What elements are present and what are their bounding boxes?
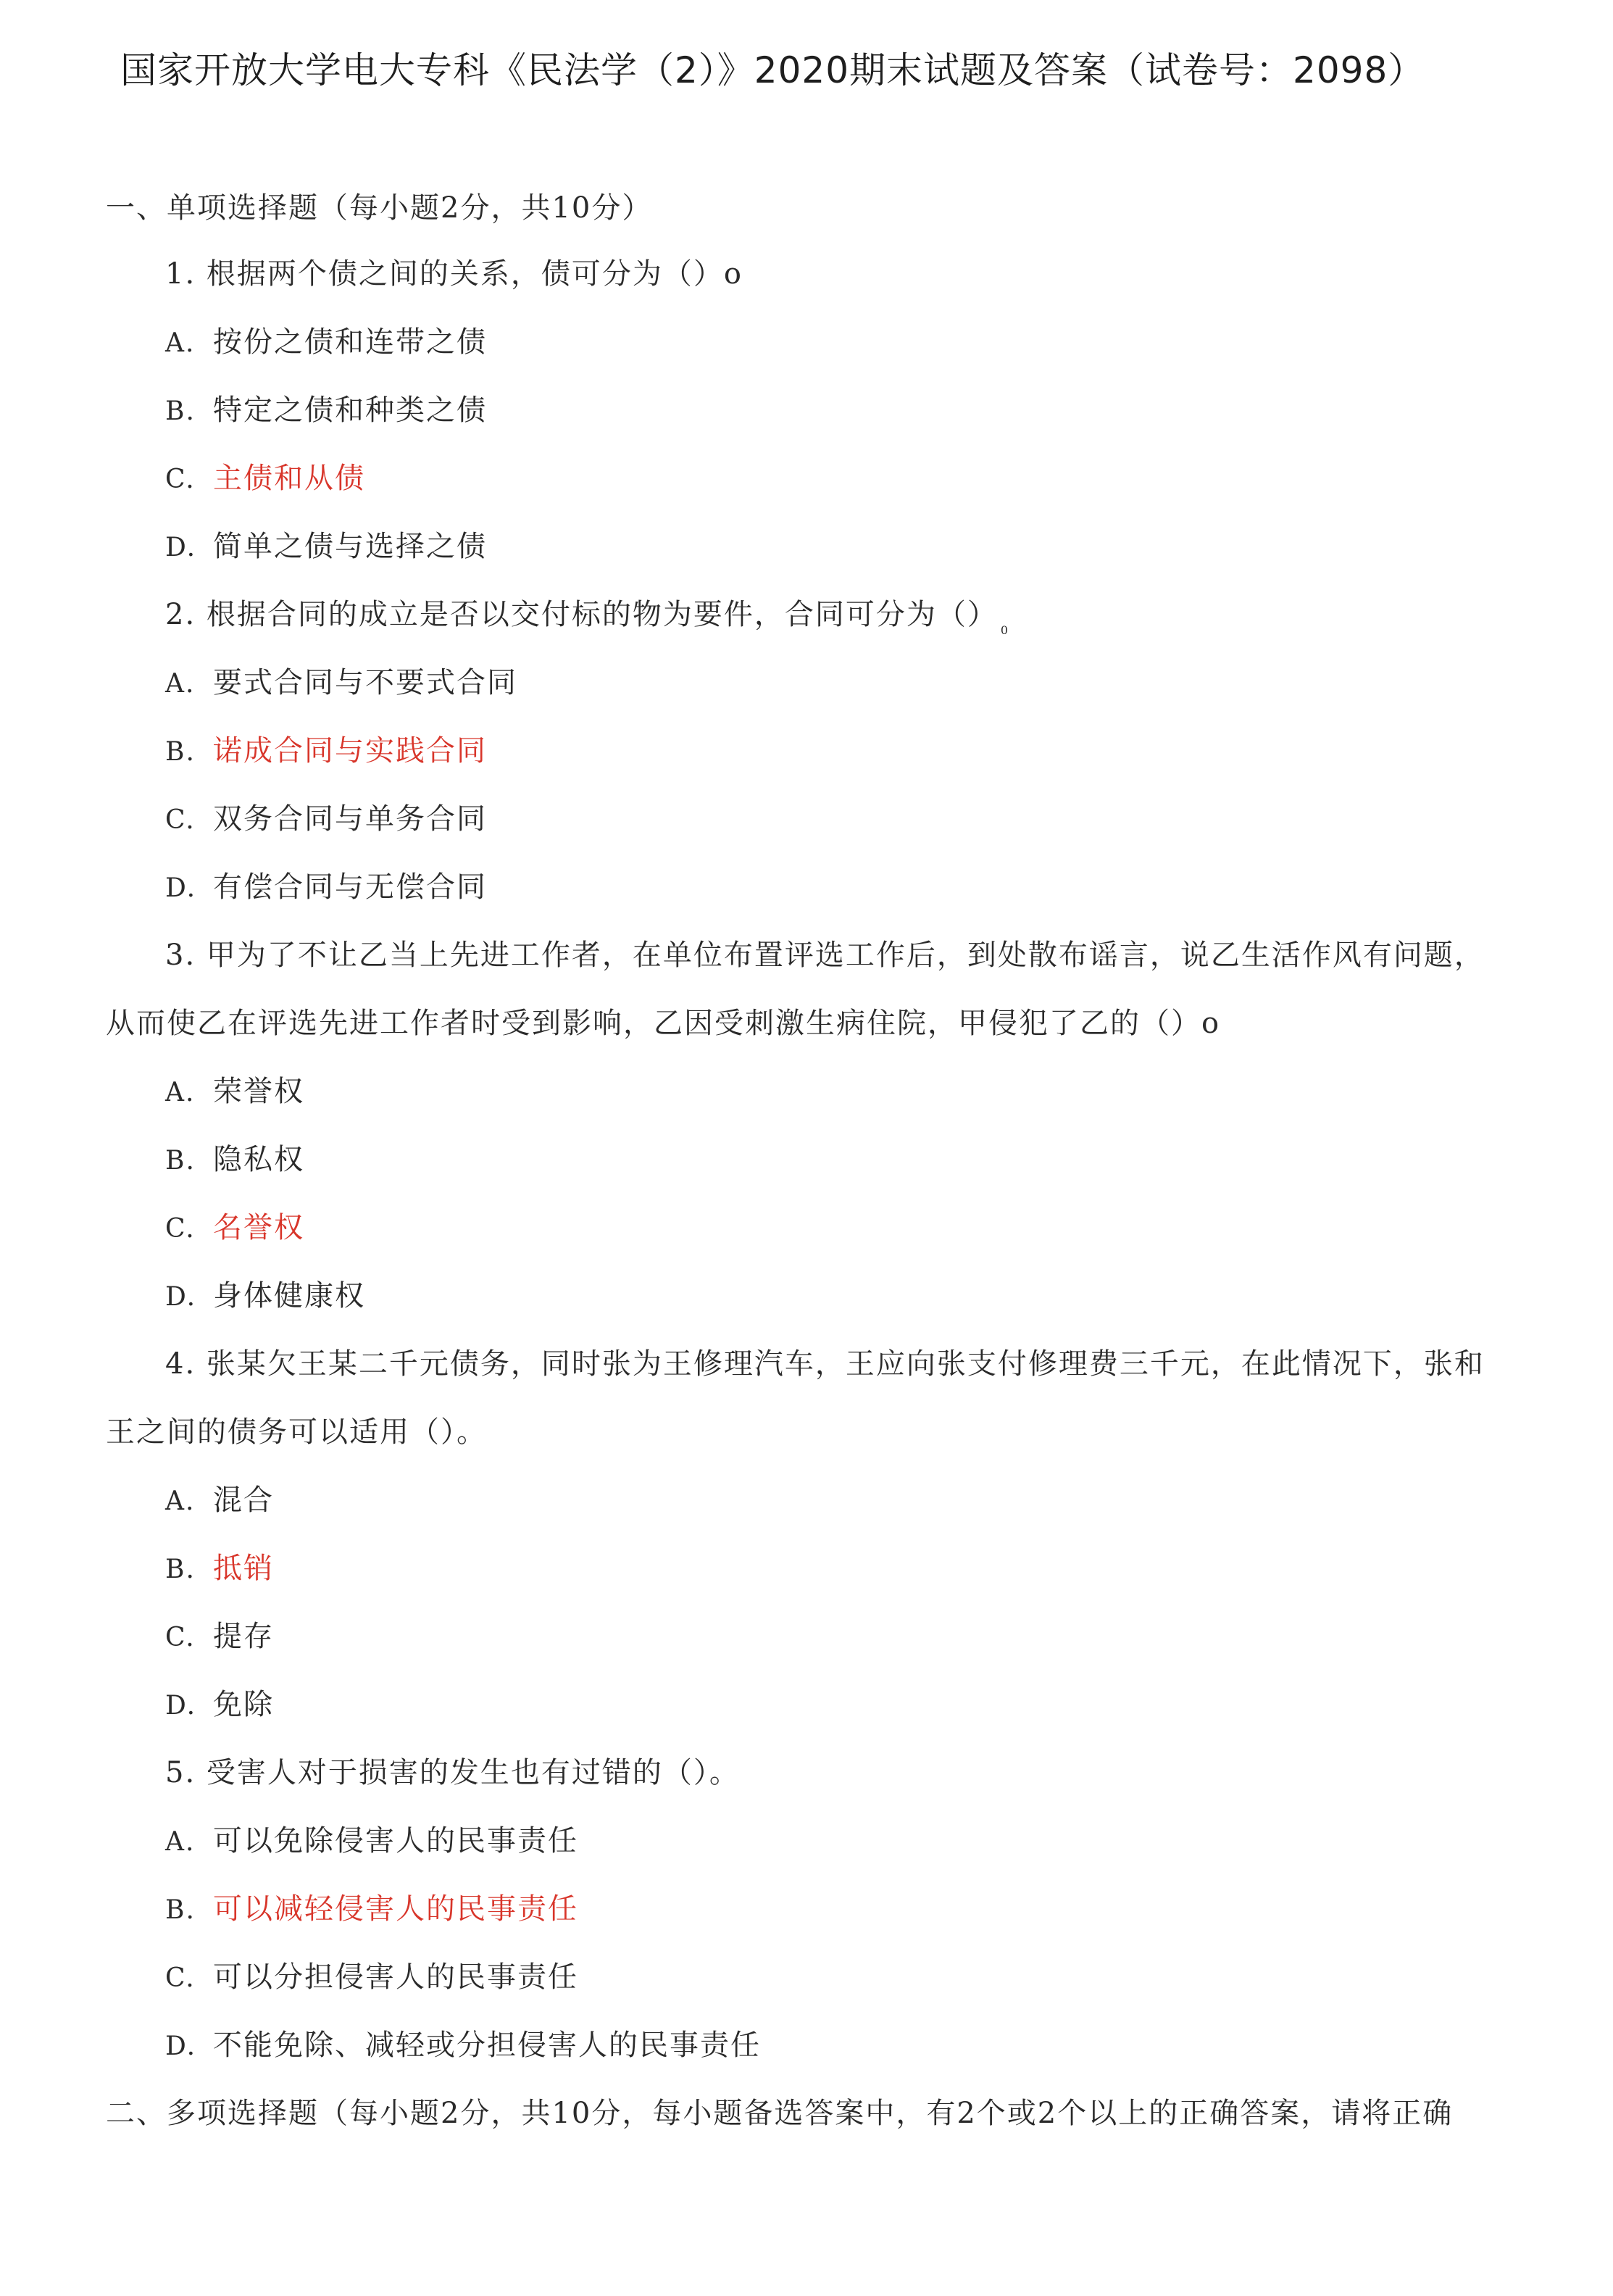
option-text: 特定之债和种类之债 bbox=[213, 394, 487, 427]
option-text: 按份之债和连带之债 bbox=[213, 325, 487, 359]
question-1-option-a bbox=[165, 325, 487, 361]
option-text: 身体健康权 bbox=[213, 1279, 365, 1313]
option-letter: A. bbox=[165, 669, 196, 699]
option-letter: A. bbox=[165, 1486, 196, 1516]
option-text: 双务合同与单务合同 bbox=[213, 802, 487, 836]
question-2-option-c bbox=[165, 802, 487, 838]
option-letter: C. bbox=[165, 1214, 196, 1244]
option-letter: C. bbox=[165, 805, 196, 835]
option-text: 可以免除侵害人的民事责任 bbox=[213, 1824, 578, 1858]
option-text: 隐私权 bbox=[213, 1143, 304, 1176]
question-5-option-b-answer bbox=[165, 1892, 578, 1928]
question-5-stem: 5. 受害人对于损害的发生也有过错的（）。 bbox=[165, 1756, 740, 1789]
question-1-option-b bbox=[165, 393, 487, 429]
section-heading-single-choice: 一、单项选择题（每小题2分，共10分） bbox=[106, 191, 653, 225]
question-2-option-b-answer bbox=[165, 733, 487, 770]
option-letter: C. bbox=[165, 465, 196, 494]
option-text: 诺成合同与实践合同 bbox=[213, 734, 487, 768]
option-letter: B. bbox=[165, 1895, 196, 1925]
question-1-stem: 1. 根据两个债之间的关系，债可分为（）o bbox=[165, 257, 743, 291]
option-letter: B. bbox=[165, 737, 196, 767]
option-letter: C. bbox=[165, 1623, 196, 1652]
question-5-option-a bbox=[165, 1823, 578, 1860]
question-1-option-d bbox=[165, 529, 487, 565]
option-text: 混合 bbox=[213, 1484, 274, 1517]
question-3-stem-continued: 从而使乙在评选先进工作者时受到影响，乙因受刺激生病住院，甲侵犯了乙的（）o bbox=[106, 1007, 1221, 1040]
section-heading-multiple-choice: 二、多项选择题（每小题2分，共10分，每小题备选答案中，有2个或2个以上的正确答案，请将正确 bbox=[106, 2097, 1454, 2130]
option-text: 提存 bbox=[213, 1620, 274, 1653]
option-text: 要式合同与不要式合同 bbox=[213, 666, 517, 699]
option-text: 抵销 bbox=[213, 1552, 274, 1585]
option-text: 可以减轻侵害人的民事责任 bbox=[213, 1892, 578, 1926]
option-letter: C. bbox=[165, 1963, 196, 1993]
question-5-option-c bbox=[165, 1960, 578, 1996]
option-letter: D. bbox=[165, 873, 197, 903]
question-5-option-d bbox=[165, 2028, 761, 2064]
option-text: 简单之债与选择之债 bbox=[213, 530, 487, 563]
stem-mark: 0 bbox=[1000, 623, 1010, 637]
option-letter: B. bbox=[165, 1555, 196, 1584]
option-letter: A. bbox=[165, 1827, 196, 1857]
question-4-option-b-answer bbox=[165, 1551, 274, 1587]
question-3-option-d bbox=[165, 1278, 365, 1315]
question-2-stem-text: 2. 根据合同的成立是否以交付标的物为要件，合同可分为（） bbox=[165, 598, 998, 631]
option-text: 免除 bbox=[213, 1688, 274, 1721]
option-text: 可以分担侵害人的民事责任 bbox=[213, 1960, 578, 1994]
question-4-stem-continued: 王之间的债务可以适用（）。 bbox=[106, 1415, 487, 1449]
question-4-option-a bbox=[165, 1483, 274, 1519]
document-title: 国家开放大学电大专科《民法学（2）》2020期末试题及答案（试卷号：2098） bbox=[120, 49, 1425, 91]
question-3-option-a bbox=[165, 1074, 304, 1110]
question-2-stem bbox=[165, 597, 1009, 648]
question-4-stem: 4. 张某欠王某二千元债务，同时张为王修理汽车，王应向张支付修理费三千元，在此情况下，张和 bbox=[165, 1347, 1485, 1381]
option-letter: D. bbox=[165, 2031, 197, 2061]
question-3-option-b bbox=[165, 1142, 304, 1178]
question-2-option-a bbox=[165, 665, 517, 702]
question-3-option-c-answer bbox=[165, 1210, 304, 1247]
option-letter: A. bbox=[165, 1078, 196, 1107]
question-4-option-c bbox=[165, 1619, 274, 1655]
option-letter: A. bbox=[165, 328, 196, 358]
question-4-option-d bbox=[165, 1687, 274, 1723]
question-3-stem: 3. 甲为了不让乙当上先进工作者，在单位布置评选工作后，到处散布谣言，说乙生活作风有问题， bbox=[165, 939, 1485, 972]
option-text: 不能免除、减轻或分担侵害人的民事责任 bbox=[213, 2029, 761, 2062]
option-letter: B. bbox=[165, 1146, 196, 1176]
option-text: 主债和从债 bbox=[213, 462, 365, 495]
option-letter: D. bbox=[165, 1691, 197, 1721]
option-letter: D. bbox=[165, 533, 197, 562]
option-text: 荣誉权 bbox=[213, 1075, 304, 1108]
question-1-option-c-answer bbox=[165, 461, 365, 497]
option-text: 有偿合同与无偿合同 bbox=[213, 870, 487, 904]
question-2-option-d bbox=[165, 870, 487, 906]
option-text: 名誉权 bbox=[213, 1211, 304, 1244]
option-letter: B. bbox=[165, 396, 196, 426]
option-letter: D. bbox=[165, 1282, 197, 1312]
